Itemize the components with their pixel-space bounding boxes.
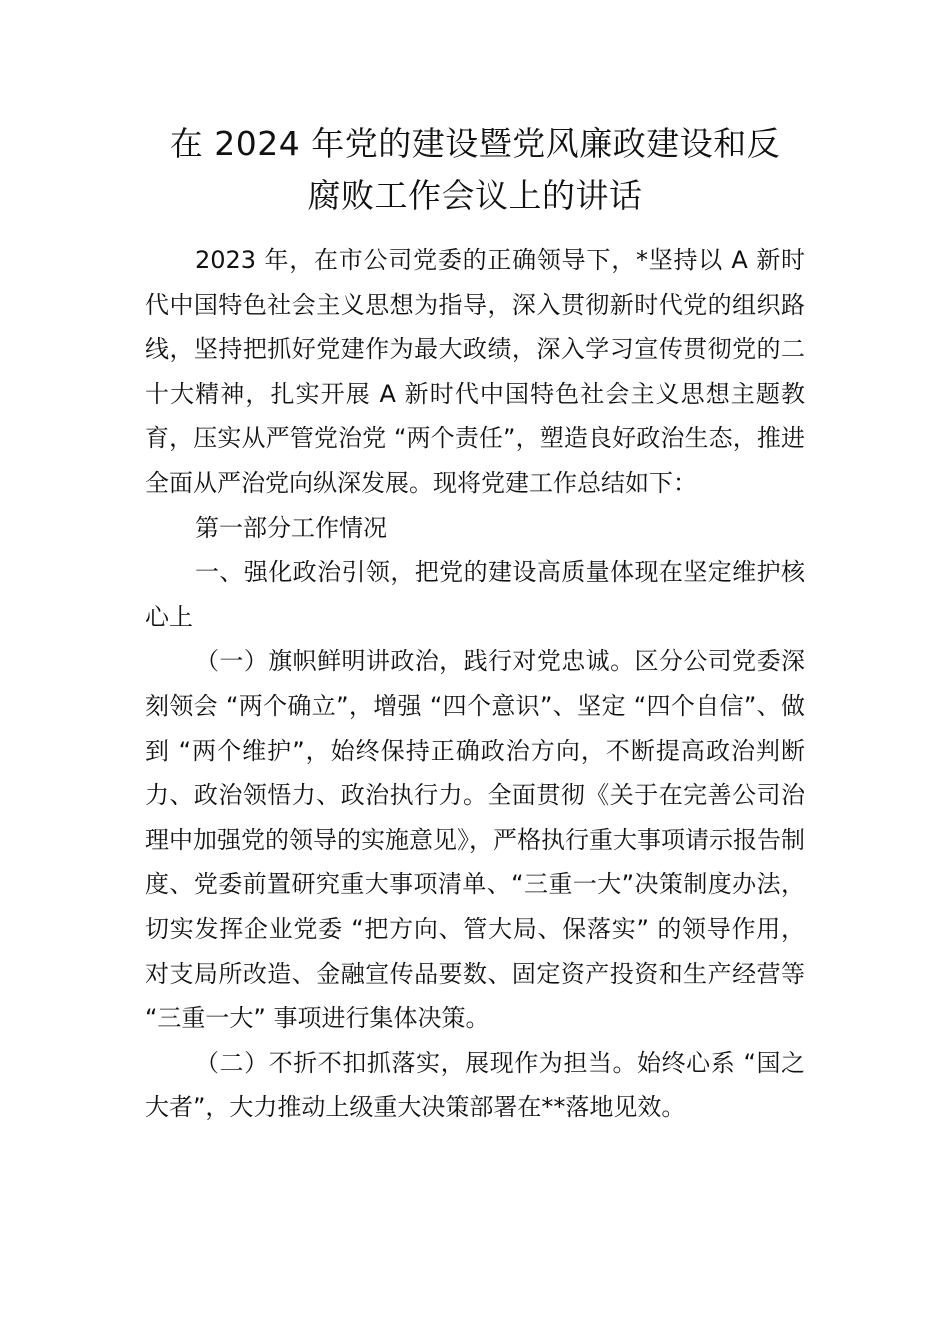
paragraph-intro: 2023 年，在市公司党委的正确领导下，*坚持以 A 新时代中国特色社会主义思想为指导，深入贯彻新时代党的组织路线，坚持把抓好党建作为最大政绩，深入学习宣传贯彻党的二十大精神，扎实开展 A 新时代中国特色社会主义思想主题教育，压实从严管党治党 “两个责任”，塑造良好政治生态，推进全面从严治党向纵深发展。现将党建工作总结如下：	[145, 246, 805, 497]
paragraph-item-1: （一）旗帜鲜明讲政治，践行对党忠诚。区分公司党委深刻领会 “两个确立”，增强 “四个意识”、坚定 “四个自信”、做到 “两个维护”，始终保持正确政治方向，不断提高政治判断力、政治领悟力、政治执行力。全面贯彻《关于在完善公司治理中加强党的领导的实施意见》，严格执行重大事项请示报告制度、党委前置研究重大事项清单、“三重一大”决策制度办法，切实发挥企业党委 “把方向、管大局、保落实” 的领导作用，对支局所改造、金融宣传品要数、固定资产投资和生产经营等 “三重一大” 事项进行集体决策。	[145, 647, 805, 1033]
subsection-heading: 一、强化政治引领，把党的建设高质量体现在坚定维护核心上	[145, 558, 805, 631]
document-title	[100, 118, 850, 222]
section-heading: 第一部分工作情况	[195, 513, 387, 542]
title-line-2: 腐败工作会议上的讲话	[307, 176, 643, 215]
document-body	[145, 238, 805, 1130]
title-line-1: 在 2024 年党的建设暨党风廉政建设和反	[169, 124, 781, 163]
paragraph-item-2: （二）不折不扣抓落实，展现作为担当。始终心系 “国之大者”，大力推动上级重大决策部署在**落地见效。	[145, 1048, 805, 1122]
